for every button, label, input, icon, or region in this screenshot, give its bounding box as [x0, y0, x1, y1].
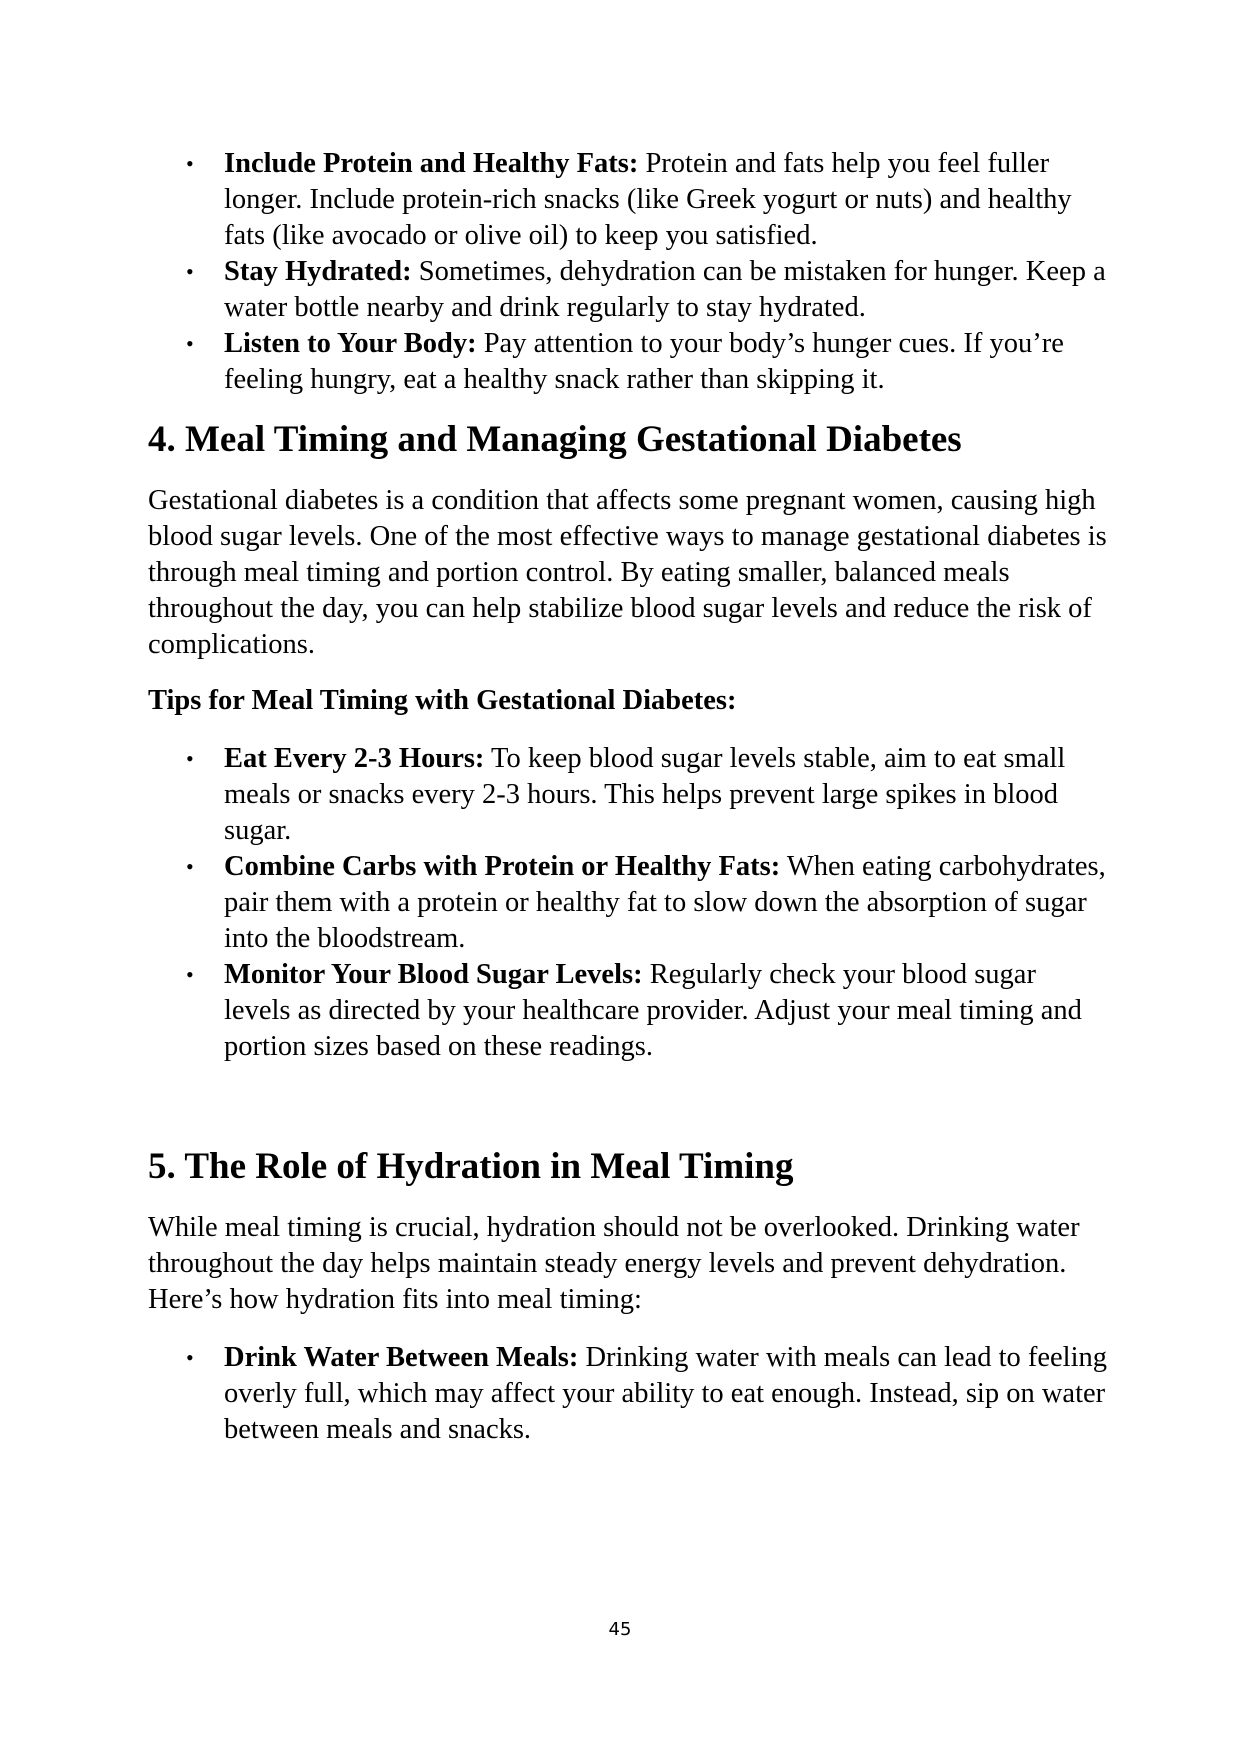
- list-item-text: To keep blood sugar levels stable, aim to eat small meals or snacks every 2-3 hours. This helps prevent large spikes in blood sugar.: [224, 743, 1066, 846]
- list-item-title: Monitor Your Blood Sugar Levels:: [224, 959, 643, 990]
- section-4-subheading: Tips for Meal Timing with Gestational Diabetes:: [148, 685, 737, 716]
- list-item: [148, 254, 1108, 326]
- list-item-text: Regularly check your blood sugar levels as directed by your healthcare provider. Adjust your meal timing and portion sizes based on these readings.: [224, 959, 1082, 1062]
- list-item-title: Listen to Your Body:: [224, 328, 477, 359]
- hydration-tips-list: [148, 1340, 1108, 1448]
- list-item-text: Drinking water with meals can lead to feeling overly full, which may affect your ability to eat enough. Instead, sip on water between meals and snacks.: [224, 1342, 1107, 1445]
- diabetes-tips-list: [148, 741, 1108, 1065]
- bullet-icon: •: [186, 331, 194, 356]
- page-number: 45: [608, 1619, 632, 1640]
- list-item: [148, 957, 1108, 1065]
- hunger-tips-list: [148, 146, 1108, 398]
- section-5-heading: 5. The Role of Hydration in Meal Timing: [148, 1146, 794, 1187]
- list-item-text: Pay attention to your body’s hunger cues. If you’re feeling hungry, eat a healthy snack rather than skipping it.: [224, 328, 1064, 395]
- bullet-icon: •: [186, 746, 194, 771]
- bullet-icon: •: [186, 151, 194, 176]
- section-4-heading: 4. Meal Timing and Managing Gestational Diabetes: [148, 419, 962, 460]
- list-item: [148, 146, 1108, 254]
- list-item: [148, 849, 1108, 957]
- list-item-text: Protein and fats help you feel fuller longer. Include protein-rich snacks (like Greek yogurt or nuts) and healthy fats (like avocado or olive oil) to keep you satisfied.: [224, 148, 1072, 251]
- list-item-text: Sometimes, dehydration can be mistaken for hunger. Keep a water bottle nearby and drink regularly to stay hydrated.: [224, 256, 1106, 323]
- bullet-icon: •: [186, 1345, 194, 1370]
- list-item-title: Eat Every 2-3 Hours:: [224, 743, 485, 774]
- page-content: [148, 146, 1108, 1448]
- section-5-paragraph: While meal timing is crucial, hydration should not be overlooked. Drinking water throughout the day helps maintain steady energy levels and prevent dehydration. Here’s how hydration fits into meal timing:: [148, 1212, 1080, 1315]
- list-item: [148, 741, 1108, 849]
- section-4-paragraph: Gestational diabetes is a condition that affects some pregnant women, causing high blood sugar levels. One of the most effective ways to manage gestational diabetes is through meal timing and portion control. By eating smaller, balanced meals throughout the day, you can help stabilize blood sugar levels and reduce the risk of complications.: [148, 485, 1107, 660]
- bullet-icon: •: [186, 962, 194, 987]
- list-item: [148, 1340, 1108, 1448]
- list-item-title: Combine Carbs with Protein or Healthy Fats:: [224, 851, 781, 882]
- list-item-title: Drink Water Between Meals:: [224, 1342, 579, 1373]
- bullet-icon: •: [186, 854, 194, 879]
- bullet-icon: •: [186, 259, 194, 284]
- list-item-title: Stay Hydrated:: [224, 256, 412, 287]
- list-item-text: When eating carbohydrates, pair them with a protein or healthy fat to slow down the absorption of sugar into the bloodstream.: [224, 851, 1106, 954]
- list-item: [148, 326, 1108, 398]
- list-item-title: Include Protein and Healthy Fats:: [224, 148, 639, 179]
